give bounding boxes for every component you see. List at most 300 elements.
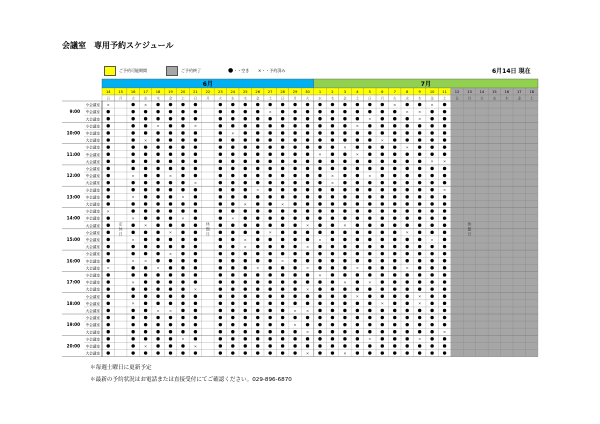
- free-dot: [356, 131, 359, 134]
- weekday-label: 日: [368, 96, 372, 101]
- weekday-label: 水: [405, 96, 409, 101]
- free-dot: [156, 245, 159, 248]
- booked-mark: ×: [281, 258, 285, 264]
- free-dot: [194, 316, 197, 319]
- free-dot: [293, 138, 296, 141]
- free-dot: [331, 209, 334, 212]
- free-dot: [131, 160, 134, 163]
- free-dot: [343, 216, 346, 219]
- free-dot: [144, 266, 147, 269]
- free-dot: [181, 174, 184, 177]
- time-label: 18:00: [66, 300, 80, 306]
- free-dot: [418, 238, 421, 241]
- free-dot: [281, 273, 284, 276]
- free-dot: [368, 188, 371, 191]
- free-dot: [306, 337, 309, 340]
- closed-day-note: 館: [205, 226, 210, 232]
- free-dot: [256, 323, 259, 326]
- free-dot: [268, 266, 271, 269]
- free-dot: [443, 216, 446, 219]
- free-dot: [343, 103, 346, 106]
- free-dot: [181, 167, 184, 170]
- free-dot: [418, 138, 421, 141]
- booked-mark: ×: [131, 236, 135, 242]
- free-dot: [331, 309, 334, 312]
- free-dot: [194, 337, 197, 340]
- free-dot: [268, 117, 271, 120]
- free-dot: [156, 131, 159, 134]
- free-dot: [156, 153, 159, 156]
- free-dot: [181, 160, 184, 163]
- day-number: 1: [318, 90, 322, 94]
- free-dot: [256, 181, 259, 184]
- free-dot: [244, 280, 247, 283]
- free-dot: [393, 153, 396, 156]
- free-dot: [368, 181, 371, 184]
- free-dot: [256, 330, 259, 333]
- free-dot: [343, 188, 346, 191]
- free-dot: [131, 153, 134, 156]
- free-dot: [343, 245, 346, 248]
- free-dot: [306, 252, 309, 255]
- room-label: 小会議室: [85, 145, 100, 150]
- free-dot: [131, 202, 134, 205]
- free-dot: [331, 124, 334, 127]
- free-dot: [181, 117, 184, 120]
- free-dot: [281, 295, 284, 298]
- free-dot: [430, 344, 433, 347]
- free-dot: [418, 316, 421, 319]
- free-dot: [443, 231, 446, 234]
- weekday-label: 木: [243, 96, 247, 101]
- free-dot: [231, 188, 234, 191]
- free-dot: [219, 252, 222, 255]
- free-dot: [244, 160, 247, 163]
- weekday-label: 土: [181, 96, 185, 101]
- free-dot: [194, 266, 197, 269]
- free-dot: [268, 302, 271, 305]
- free-dot: [318, 323, 321, 326]
- free-dot: [306, 174, 309, 177]
- free-label: ・・空き: [233, 68, 250, 73]
- free-dot: [343, 337, 346, 340]
- free-dot: [331, 138, 334, 141]
- free-dot: [181, 280, 184, 283]
- booked-mark: ×: [131, 215, 135, 221]
- free-dot: [194, 323, 197, 326]
- free-dot: [368, 167, 371, 170]
- free-dot: [406, 117, 409, 120]
- free-dot: [430, 295, 433, 298]
- booked-mark: ×: [193, 343, 198, 349]
- free-dot: [356, 337, 359, 340]
- free-dot: [368, 216, 371, 219]
- free-dot: [256, 245, 259, 248]
- booked-mark: ×: [355, 265, 359, 271]
- free-dot: [293, 202, 296, 205]
- free-dot: [306, 302, 309, 305]
- free-dot: [331, 167, 334, 170]
- weekday-label: 月: [118, 96, 123, 101]
- room-label: 中会議室: [85, 174, 100, 179]
- free-dot: [219, 188, 222, 191]
- free-dot: [231, 110, 234, 113]
- free-dot: [343, 344, 346, 347]
- free-dot: [331, 131, 334, 134]
- free-dot: [156, 117, 159, 120]
- free-dot: [244, 188, 247, 191]
- free-dot: [406, 259, 409, 262]
- booked-mark: ×: [168, 172, 173, 178]
- free-dot: [169, 138, 172, 141]
- free-dot: [156, 103, 159, 106]
- booked-mark: ×: [405, 144, 409, 150]
- free-dot: [219, 344, 222, 347]
- free-dot: [156, 181, 159, 184]
- free-dot: [281, 216, 284, 219]
- free-dot: [144, 181, 147, 184]
- free-dot: [443, 209, 446, 212]
- free-dot: [406, 131, 409, 134]
- free-dot: [430, 323, 433, 326]
- free-dot: [144, 280, 147, 283]
- free-dot: [430, 280, 433, 283]
- free-dot: [144, 195, 147, 198]
- free-dot: [244, 110, 247, 113]
- free-dot: [131, 330, 134, 333]
- free-dot: [169, 202, 172, 205]
- free-dot: [256, 344, 259, 347]
- booked-mark: ×: [355, 293, 359, 299]
- free-dot: [107, 351, 110, 354]
- free-dot: [281, 167, 284, 170]
- free-dot: [131, 117, 134, 120]
- booked-mark: ×: [256, 265, 260, 271]
- free-dot: [293, 287, 296, 290]
- free-dot: [244, 195, 247, 198]
- free-dot: [443, 131, 446, 134]
- free-dot: [256, 337, 259, 340]
- free-dot: [169, 316, 172, 319]
- free-dot: [443, 245, 446, 248]
- free-dot: [181, 231, 184, 234]
- free-dot: [268, 224, 271, 227]
- day-number: 21: [193, 90, 198, 94]
- free-dot: [268, 124, 271, 127]
- free-dot: [293, 174, 296, 177]
- free-dot: [430, 330, 433, 333]
- free-dot: [356, 160, 359, 163]
- closed-day-note: 日: [205, 231, 210, 237]
- free-dot: [281, 287, 284, 290]
- free-dot: [381, 188, 384, 191]
- booked-mark: ×: [168, 250, 173, 256]
- free-dot: [244, 287, 247, 290]
- day-number: 17: [143, 90, 148, 94]
- free-dot: [306, 295, 309, 298]
- free-dot: [381, 117, 384, 120]
- free-dot: [356, 110, 359, 113]
- free-dot: [131, 231, 134, 234]
- free-dot: [306, 316, 309, 319]
- room-label: 大会議室: [85, 351, 100, 356]
- free-dot: [281, 231, 284, 234]
- booked-mark: ×: [131, 194, 135, 200]
- booked-mark: ×: [256, 187, 260, 193]
- free-dot: [219, 110, 222, 113]
- free-dot: [131, 316, 134, 319]
- free-dot: [356, 330, 359, 333]
- free-dot: [181, 131, 184, 134]
- free-dot: [393, 110, 396, 113]
- booked-mark: ×: [156, 265, 160, 271]
- free-dot: [256, 295, 259, 298]
- free-dot: [381, 309, 384, 312]
- free-dot: [281, 238, 284, 241]
- room-label: 中会議室: [85, 152, 100, 157]
- weekday-label: 月: [380, 96, 384, 101]
- free-dot: [144, 252, 147, 255]
- free-dot: [268, 167, 271, 170]
- free-dot: [368, 245, 371, 248]
- free-dot: [268, 309, 271, 312]
- day-number: 9: [418, 90, 421, 94]
- free-dot: [418, 287, 421, 290]
- booked-mark: ×: [405, 229, 409, 235]
- free-dot: [418, 216, 421, 219]
- free-dot: [144, 351, 147, 354]
- weekday-label: 土: [530, 96, 534, 101]
- weekday-label: 金: [517, 96, 522, 101]
- free-dot: [169, 160, 172, 163]
- free-dot: [406, 124, 409, 127]
- booked-mark: ×: [243, 236, 247, 242]
- free-dot: [231, 344, 234, 347]
- free-dot: [181, 245, 184, 248]
- free-dot: [393, 337, 396, 340]
- booked-mark: ×: [181, 194, 185, 200]
- free-dot: [256, 153, 259, 156]
- page-title: 会議室 専用予約スケジュール: [62, 41, 174, 50]
- free-dot: [306, 167, 309, 170]
- free-dot: [181, 309, 184, 312]
- free-dot: [244, 131, 247, 134]
- free-dot: [318, 174, 321, 177]
- free-dot: [131, 252, 134, 255]
- free-dot: [268, 323, 271, 326]
- free-dot: [343, 302, 346, 305]
- free-dot: [281, 224, 284, 227]
- room-label: 小会議室: [85, 316, 100, 321]
- booked-mark: ×: [268, 229, 272, 235]
- free-dot: [181, 238, 184, 241]
- free-dot: [281, 195, 284, 198]
- booked-mark: ×: [106, 208, 110, 214]
- free-dot: [144, 188, 147, 191]
- free-dot: [393, 280, 396, 283]
- free-dot: [181, 273, 184, 276]
- room-label: 中会議室: [85, 323, 100, 328]
- room-label: 小会議室: [85, 124, 100, 129]
- free-dot: [406, 309, 409, 312]
- free-dot: [281, 337, 284, 340]
- free-dot: [107, 245, 110, 248]
- free-dot: [169, 259, 172, 262]
- free-dot: [306, 124, 309, 127]
- free-dot: [343, 330, 346, 333]
- room-label: 大会議室: [85, 159, 100, 164]
- free-dot: [331, 351, 334, 354]
- free-dot: [144, 202, 147, 205]
- day-number: 20: [180, 90, 186, 94]
- free-dot: [356, 195, 359, 198]
- free-dot: [194, 174, 197, 177]
- time-label: 14:00: [66, 215, 80, 221]
- day-number: 22: [205, 90, 211, 94]
- free-dot: [268, 344, 271, 347]
- free-dot: [107, 195, 110, 198]
- free-dot: [381, 337, 384, 340]
- free-dot: [418, 103, 421, 106]
- free-dot: [194, 245, 197, 248]
- free-dot: [368, 103, 371, 106]
- free-dot: [156, 259, 159, 262]
- free-dot: [107, 238, 110, 241]
- free-dot: [318, 351, 321, 354]
- booked-mark: ×: [430, 101, 434, 107]
- free-dot: [293, 224, 296, 227]
- free-dot: [343, 209, 346, 212]
- free-dot: [181, 316, 184, 319]
- free-dot: [381, 167, 384, 170]
- free-dot: [156, 323, 159, 326]
- weekday-label: 月: [467, 96, 472, 101]
- free-dot: [368, 259, 371, 262]
- booked-mark: ×: [144, 343, 148, 349]
- free-dot: [393, 245, 396, 248]
- closed-day-note: 定: [118, 221, 123, 227]
- free-dot: [194, 195, 197, 198]
- free-dot: [131, 295, 134, 298]
- free-dot: [131, 188, 134, 191]
- free-dot: [107, 138, 110, 141]
- free-dot: [293, 145, 296, 148]
- free-dot: [318, 103, 321, 106]
- free-dot: [181, 202, 184, 205]
- free-dot: [131, 131, 134, 134]
- booked-mark: ×: [243, 243, 247, 249]
- free-dot: [131, 103, 134, 106]
- free-dot: [156, 138, 159, 141]
- free-dot: [381, 238, 384, 241]
- free-dot: [368, 273, 371, 276]
- free-dot: [430, 316, 433, 319]
- free-dot: [181, 295, 184, 298]
- free-dot: [418, 231, 421, 234]
- free-dot: [381, 224, 384, 227]
- weekday-label: 日: [280, 96, 285, 101]
- free-dot: [356, 287, 359, 290]
- free-dot: [406, 302, 409, 305]
- free-dot: [293, 181, 296, 184]
- booked-mark: ×: [380, 300, 384, 306]
- free-dot: [331, 145, 334, 148]
- free-dot: [194, 167, 197, 170]
- free-dot: [393, 344, 396, 347]
- free-dot: [156, 174, 159, 177]
- free-dot: [393, 316, 396, 319]
- free-dot: [256, 252, 259, 255]
- free-dot: [306, 110, 309, 113]
- free-dot: [381, 323, 384, 326]
- booked-mark: ×: [330, 179, 335, 185]
- booked-mark: ×: [418, 108, 422, 114]
- free-dot: [194, 153, 197, 156]
- free-dot: [244, 224, 247, 227]
- day-number: 29: [292, 90, 298, 94]
- free-dot: [194, 351, 197, 354]
- weekday-label: 日: [106, 96, 110, 101]
- free-dot: [144, 337, 147, 340]
- free-dot: [156, 110, 159, 113]
- free-dot: [393, 131, 396, 134]
- time-label: 19:00: [66, 322, 80, 328]
- free-dot: [318, 245, 321, 248]
- free-dot: [430, 351, 433, 354]
- free-dot: [293, 209, 296, 212]
- free-dot: [231, 351, 234, 354]
- free-dot: [293, 216, 296, 219]
- free-dot: [169, 238, 172, 241]
- free-dot: [331, 337, 334, 340]
- free-dot: [381, 174, 384, 177]
- free-dot: [430, 202, 433, 205]
- free-dot: [430, 167, 433, 170]
- free-dot: [418, 309, 421, 312]
- free-dot: [331, 202, 334, 205]
- free-dot: [381, 145, 384, 148]
- room-label: 大会議室: [85, 223, 100, 228]
- free-dot: [281, 174, 284, 177]
- free-dot: [406, 103, 409, 106]
- free-dot: [406, 138, 409, 141]
- room-label: 中会議室: [85, 280, 100, 285]
- free-dot: [343, 316, 346, 319]
- free-dot: [256, 209, 259, 212]
- free-dot: [318, 131, 321, 134]
- free-dot: [443, 259, 446, 262]
- free-dot: [430, 252, 433, 255]
- free-dot: [219, 316, 222, 319]
- free-dot: [356, 209, 359, 212]
- free-dot: [318, 280, 321, 283]
- free-dot: [406, 316, 409, 319]
- free-dot: [406, 330, 409, 333]
- free-dot: [393, 195, 396, 198]
- room-label: 小会議室: [85, 273, 100, 278]
- time-label: 12:00: [66, 173, 80, 179]
- free-dot: [381, 195, 384, 198]
- booked-mark: ×: [418, 336, 422, 342]
- free-dot: [169, 280, 172, 283]
- booked-mark: ×: [268, 108, 272, 114]
- free-dot: [131, 209, 134, 212]
- free-dot: [156, 302, 159, 305]
- day-number: 27: [267, 90, 273, 94]
- free-dot: [256, 174, 259, 177]
- free-dot: [393, 224, 396, 227]
- free-dot: [144, 330, 147, 333]
